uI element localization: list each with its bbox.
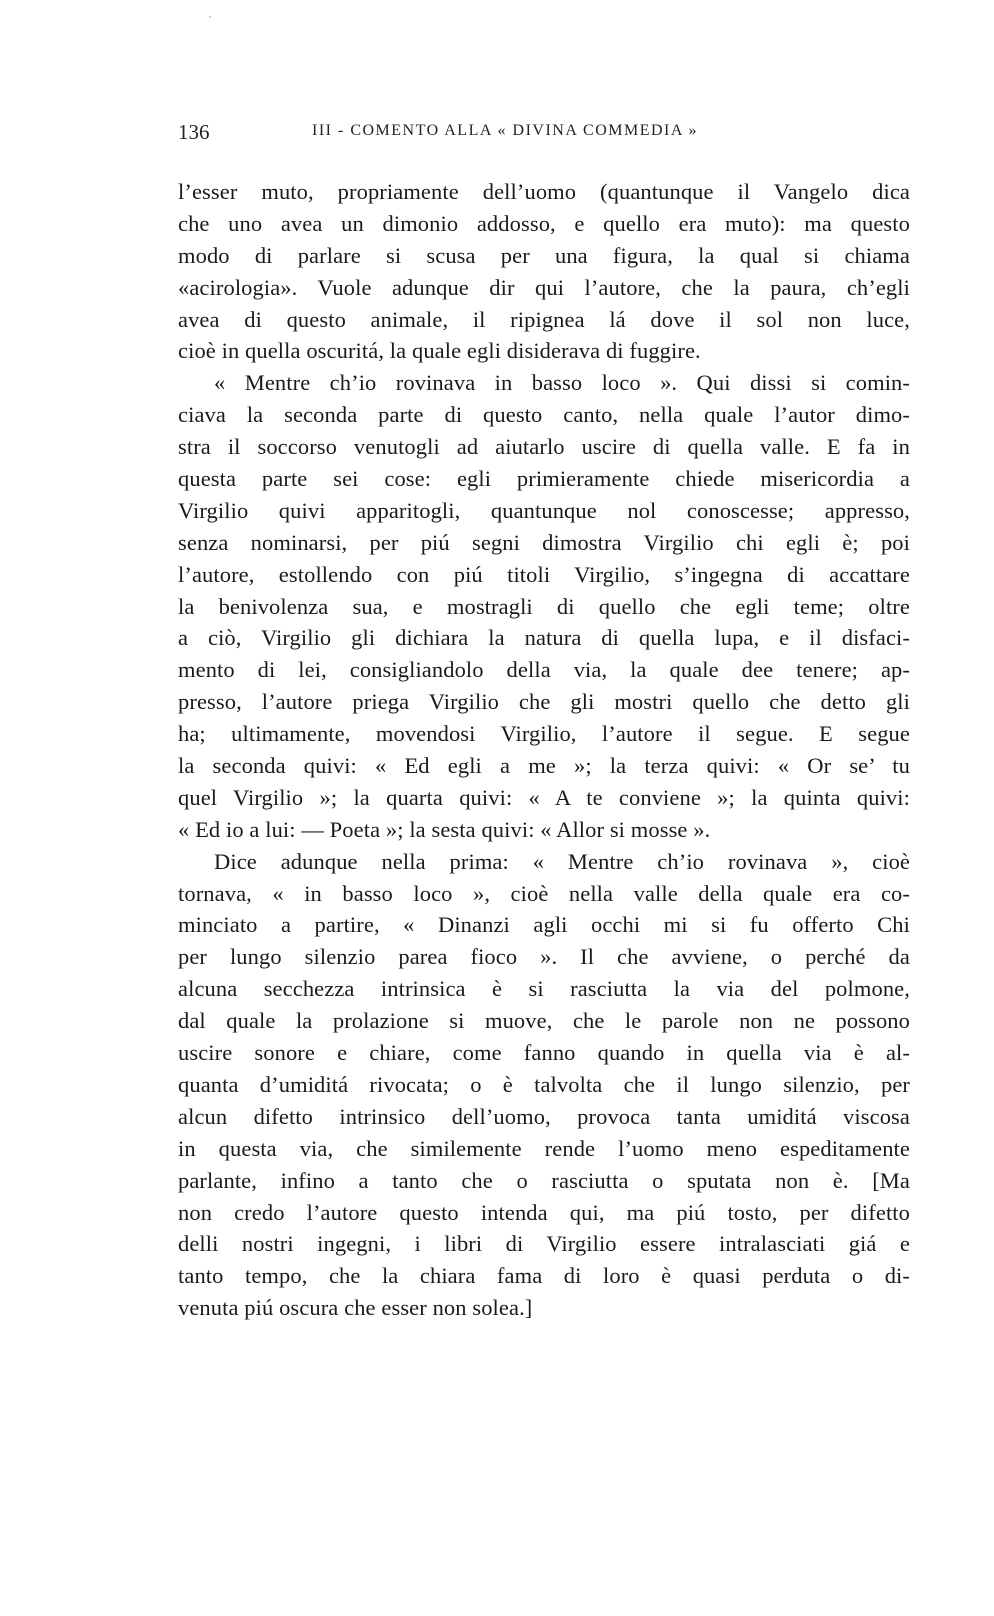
text-line: per lungo silenzio parea fioco ». Il che avviene, o perché da	[178, 944, 910, 970]
text-line: alcuna secchezza intrinsica è si rasciutta la via del polmone,	[178, 976, 910, 1002]
text-line: a ciò, Virgilio gli dichiara la natura di quella lupa, e il disfaci-	[178, 625, 910, 651]
text-line: delli nostri ingegni, i libri di Virgilio essere intralasciati giá e	[178, 1231, 910, 1257]
text-line: mento di lei, consigliandolo della via, la quale dee tenere; ap-	[178, 657, 910, 683]
page-number: 136	[178, 120, 210, 144]
text-line: « Mentre ch’io rovinava in basso loco ». Qui dissi si comin-	[214, 370, 910, 396]
text-line: quel Virgilio »; la quarta quivi: « A te conviene »; la quinta quivi:	[178, 784, 910, 810]
text-line: uscire sonore e chiare, come fanno quando in quella via è al-	[178, 1040, 910, 1066]
running-head	[178, 118, 910, 148]
text-line: la benivolenza sua, e mostragli di quello che egli teme; oltre	[178, 593, 910, 619]
text-line: ciava la seconda parte di questo canto, nella quale l’autor dimo-	[178, 402, 910, 428]
text-line: quanta d’umiditá rivocata; o è talvolta che il lungo silenzio, per	[178, 1071, 910, 1097]
text-line: avea di questo animale, il ripignea lá dove il sol non luce,	[178, 306, 910, 332]
running-title: III - COMENTO ALLA « DIVINA COMMEDIA »	[312, 122, 699, 139]
text-line: tanto tempo, che la chiara fama di loro è quasi perduta o di-	[178, 1263, 910, 1289]
text-line: che uno avea un dimonio addosso, e quello era muto): ma questo	[178, 210, 910, 236]
text-line: non credo l’autore questo intenda qui, ma piú tosto, per difetto	[178, 1199, 910, 1225]
text-line: alcun difetto intrinsico dell’uomo, provoca tanta umiditá viscosa	[178, 1103, 910, 1129]
text-line: venuta piú oscura che esser non solea.]	[178, 1295, 533, 1321]
text-line: ha; ultimamente, movendosi Virgilio, l’autore il segue. E segue	[178, 721, 910, 747]
text-line: « Ed io a lui: — Poeta »; la sesta quivi: « Allor si mosse ».	[178, 816, 711, 842]
text-line: cioè in quella oscuritá, la quale egli disiderava di fuggire.	[178, 338, 701, 364]
text-line: parlante, infino a tanto che o rasciutta o sputata non è. [Ma	[178, 1167, 910, 1193]
text-line: tornava, « in basso loco », cioè nella valle della quale era co-	[178, 880, 910, 906]
text-line: Dice adunque nella prima: « Mentre ch’io rovinava », cioè	[214, 848, 910, 874]
text-line: l’autore, estollendo con piú titoli Virgilio, s’ingegna di accattare	[178, 561, 910, 587]
text-line: Virgilio quivi apparitogli, quantunque nol conoscesse; appresso,	[178, 497, 910, 523]
text-line: dal quale la prolazione si muove, che le parole non ne possono	[178, 1008, 910, 1034]
text-line: questa parte sei cose: egli primieramente chiede misericordia a	[178, 466, 910, 492]
text-line: la seconda quivi: « Ed egli a me »; la terza quivi: « Or se’ tu	[178, 753, 910, 779]
text-line: «acirologia». Vuole adunque dir qui l’autore, che la paura, ch’egli	[178, 274, 910, 300]
text-line: modo di parlare si scusa per una figura, la qual si chiama	[178, 242, 910, 268]
text-line: presso, l’autore priega Virgilio che gli mostri quello che detto gli	[178, 689, 910, 715]
text-line: l’esser muto, propriamente dell’uomo (quantunque il Vangelo dica	[178, 179, 910, 204]
text-line: minciato a partire, « Dinanzi agli occhi mi si fu offerto Chi	[178, 912, 910, 938]
body-text	[178, 176, 910, 1324]
text-line: in questa via, che similemente rende l’uomo meno espeditamente	[178, 1135, 910, 1161]
text-line: senza nominarsi, per piú segni dimostra Virgilio chi egli è; poi	[178, 529, 910, 555]
text-line: stra il soccorso venutogli ad aiutarlo uscire di quella valle. E fa in	[178, 434, 910, 460]
scan-speck	[209, 16, 211, 18]
